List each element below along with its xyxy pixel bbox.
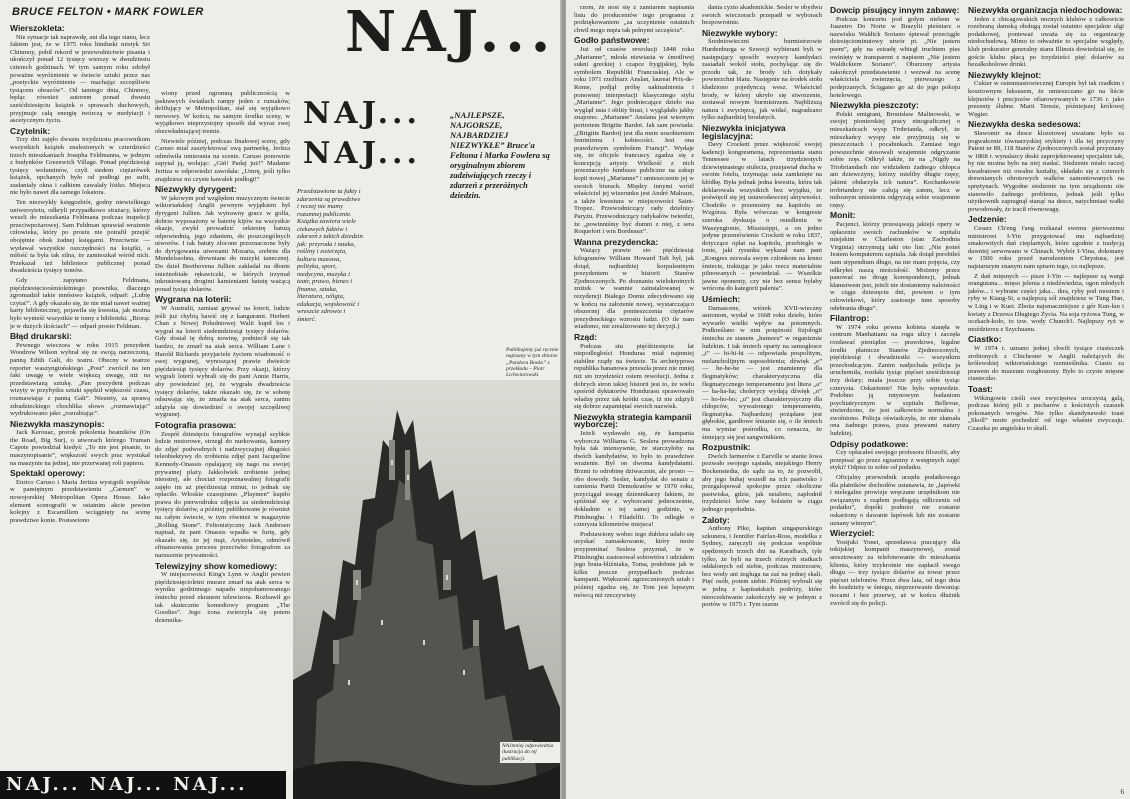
right-column-3 xyxy=(830,4,960,797)
left-column-1 xyxy=(10,22,150,797)
section-text: Podczas stu pięćdziesięciu lat niepodległości Honduras miał najmniej stabilne rządy na świecie. Ta archetypowa republika bananowa przeszła przez nie mniej niż sto trzydzieści osiem rewolucji. Jedna z dobrych stron takiej historii jest to, że wielu spośród dyktatorów Hondurasu sprawowało władzę przez tak krótki czas, iż nie zdążyli się dobrze zapamiętać swoich nazwisk. xyxy=(574,342,694,411)
section-text: Czy opłacałeś swojego profesora filozofii, aby przepisać go przez egzaminy z wstępnych zajęć etyki? Odpisz to sobie od podatku. xyxy=(830,449,960,472)
section-text: wiony przed ogromną publicznością w jaskrawych światłach rampy jeden z rumaków, defilujący w Metropolitan, stał się wyjątkowo nerwowy. W końcu, na samym środku sceny, w wyjątkowo nieprzystojny sposób dał wyraz swej obezwładniającej tremie. xyxy=(155,90,290,135)
authors-line: BRUCE FELTON • MARK FOWLER xyxy=(12,6,204,18)
section-text: Trzy dni zajęło dwustu trzydziestu pracownikom wszystkich książek znalezionych w czterdzieści trzech mieszkaniach Josepha Feldmanna, w jednym z budynków Greenwich Village. Ponad pięćdziesiąt tysięcy woluminów, czyli siedem ciężarówek książek, upchanych było od podłogi po sufit, zasłaniały okna i całkiem zawalały łóżko. Miejsca nie było nawet dla samego lokatora. xyxy=(10,136,150,197)
section-heading: Niezwykła deska sedesowa: xyxy=(968,119,1081,130)
section-heading: Odpisy podatkowe: xyxy=(830,438,909,449)
section-text: Już od czasów rewolucji 1848 roku „Marianne”, młoda niewiasta w ćmotliwej sukni greckiej i czapce frygijskiej, była symbolem Republiki Francuskiej. Ale w roku 1971 rzeźbiarz Anslan, laureat Prix-de-Rome, podjął próbę uaktualnienia i ponownej interpretacji klasycznego stylu „Marianne”. Jego podniecające dzieło ma wygląd usta i oblity biust, i wyglądało jakby znajomo. „Marianne” Anslana jest wiernym portretem Brigitte Bardot. Jak sam powiada: „(Brigitte Bardot) jest dla mnie uosobieniem feminizmu i kobiecości. Jest ona prawdziwym symbolem Francji”. Wydaje się, że oficjele francuscy zgadza się z koncepcją artysty. Wielkość z nich przeznaczyło fundusze publiczne na zakup kopii nowej „Marianne” i umieszczenie jej w swoich biurach. Między innymi wróżl właściciel jej wizerunku jest André Malraux, a także kwestura w miejscowości Saint-Tropez. Przewodniczący rady dzielnicy Paryżu. Przewodniczący radykałów twierdzi, że „powinniśmy być dumni z niej, z sera Roquefort i win Bordeaux”. xyxy=(574,45,694,236)
section-text: Enrico Caruso i Maria Jeritza wystąpili wspólnie w pamiętnym przedstawieniu „Carmen” w nowojorskiej Metropolitan Opera House. Jako element scenografii w ostatnim akcie pewien kolejny z Escamillem wciągnięty na scenę prawdziwe konie. Postawiono xyxy=(10,478,150,524)
castle-illustration xyxy=(293,380,561,799)
section-text: Jeden z chicagowskich nocnych klubów z całkowicie rozebraną damską obsługą został ostatnio specjalnie ulgi podatkowej, ponieważ uważa się za organizację niedochodową. Mimo to odważnie to specjalne względy, klub prokurator generalny stanu Illinois dowiedział się, że goście klubu płacą po trzydzieści pięć dolarów za bezalkoholowe drinki. xyxy=(968,15,1124,69)
section-heading: Niezwykła organizacja niedochodowa: xyxy=(968,5,1123,15)
section-text: Dwóch farmerów z Earville w stanie Iowa pozwało swojego sąsiada, niejakiego Henry Bockenstedta, do sądu za to, że pozwolił, aby jego buhaj wszedł na ich pastwisko i przegalopował spokojne przez okoliczne pastwiska, gdzie, jak ustalono, zapłodnił trzydzieści krów rasy holstein w ciągu jednego popołudnia. xyxy=(702,452,822,513)
section-heading: Jedzenie: xyxy=(968,214,1007,225)
section-text: W Australii, zamiast grywać na loterii, ludzie jeśli już chybią bawić się z kangurami. Herbert Chan z Nowej Południowej Walii kupił los i wygrał na loterii siedemdziesiąt tysięcy dolarów. Gdy dostał tę dobrą nowinę, podniecił się tak bardzo, że zmarł na atak serca. William Lane i Harold Richards przyjaciele życiem wiadomość o swej wygranej, wynoszącej prawie dwieście pięćdziesiąt tysięcy dolarów. Przy okazji, którzy wygrali loterii wybrali się do pani Annie Harris, aby powiedzieć jej, że wygrała dwadzieścia tysięcy dolarów, także okazało się, że w sobotę odsuwając się, że zmarła na atak serca, zanim zdążyła się dowiedzieć o swojej szczęśliwej wygranej. xyxy=(155,305,290,419)
footer-band: NAJ... NAJ... NAJ... xyxy=(0,771,286,799)
section-heading: Rząd: xyxy=(574,331,598,342)
section-heading: Wanna prezydencka: xyxy=(574,236,659,247)
section-heading: Spektakl operowy: xyxy=(10,468,86,479)
section-heading: Niezwykły dyrygent: xyxy=(155,184,237,195)
left-page xyxy=(0,0,562,799)
section-heading: Filantrop: xyxy=(830,313,870,324)
section-heading: Niezwykła maszynopis: xyxy=(10,418,105,429)
section-heading: Dowcip pisujący innym zabawę: xyxy=(830,5,960,15)
sidebar-blurb: Przedstawione tu fakty i zdarzenia są prawdziwe i reczej nie mamy rozumnej publicznie. Książka zawiera wiele ciekawych faktów i zdarzeń z takich dziedzin jak: przyroda i nauka, rośliny i zwierzęta, kultura masowa, polityka, sport, medycyna, muzyka i teatr, prawo, biznes i finanse, sztuka, literatura, religia, edukacja, wojskowość i wreszcie zdrowie i śmierć. xyxy=(297,188,363,323)
section-text: Niewiele później, podczas finałowej sceny, gdy Caruso miał zasztyletować swą partnerkę, Jeritza odmówiła umierania na scenie. Caruso ponownie zapytał ją, wołając: „Giń! Padaj już!” Madame Jeritza w odpowiedzi zawołała: „Umrę, jeśli tylko znajdziesz mi czyste kawałek podłogi!” xyxy=(155,137,290,183)
section-text: dania cyzto akademickie. Sesler w obydwu swoich wieczorach przepadł w wyborach bezpowrotnie. xyxy=(702,4,822,27)
publisher-caption: Publikujemy już ręcznie napisany w tym zbiorze „Pandora Books” z przekładu – Piotr Lichwiarowski. xyxy=(504,346,562,379)
section-text: Zespół dziesięciu fotografów wynajął szybkie łodzie motorowe, strzegł do nurkowania, kamery do zdjęć podwodnych i nadzwyczajnej długości teleobiektywy do zrobienia zdjęć pani Jacqueline Kennedy-Onassis opalającej się nago na swojej prywatnej plaży. Jakkolwiek zrobienie jednej nieostrej, ale chociaż rozpoznawalnej fotografii zajęło im aż pięćdziesiąt minut, to jednak się opłaciło. Włoskie czasopismo „Playmen” kupiło prawa do pierwodruku zdjęcia za siedemdziesiąt tysięcy dolarów, a później publikowane je również na całym świecie, w tym również w magazynie „Rolling Stone”. Feltonistyczny Jack Andersen napisał, że pani Onassis wpadła w furię, gdy okazało się, że jej mąż, Arystoteles, odmówił sfinansowania procesu przeciwko fotografom za naruszenie prywatności. xyxy=(155,430,290,560)
section-heading: Zaloty: xyxy=(702,514,730,525)
section-heading: Rozpustnik: xyxy=(702,442,751,453)
section-text: W 1974 roku pewna kobieta stanęła w centrum Manhattanu na rogu ulicy i zaczęła rozdawać pieniądze — prawdziwe, legalne środki płatnicze Stanów Zjednoczonych, pięćdziesiąt i dwudziestki — wszystkim przechodzącym. Zanim nadjechała policja ja uruchomiła, rozdała tysiąc pięćset sześćdziesiąt trzy dolary; miała jeszcze przy sobie tysiąc czterysta. Oskarżenie! Nie było wprawdzie. Podobno ją rutynowym badaniom psychiatrycznym w szpitalu Bellevue, stwierdzono, że jest całkowicie normalna i zwolniono. Policja oświadczyła, że nie złamała ona żadnego prawa, poza prawami natury ludzkiej. xyxy=(830,323,960,438)
section-text: Średniowieczni burmistrzowie Hurdenburga w Szwecji wybierani byli w następujący sposób: wszyscy kandydaci zasiadali wokół stołu, pochylając się do przodu tak, że brody ich dotykały powierzchni blatu. Następnie na środek stołu kładziono pojedynczą wesz. Właściciel brody, w której ukryło się stworzenie, zostawał nowym burmistrzem. Najbliższą natura i zwycięzcą, jak widać, nagradzano tylko najbardziej brodatych. xyxy=(702,38,822,122)
section-heading: Niezwykła pieszczoty: xyxy=(830,100,919,111)
section-text: Oficjalny przewodnik urzędu podatkowego dla płatników dochodów ustanawia, że „łapówki i nielegalne prowizje wręczane urzędnikom nie związanym z rządem podlegają odliczeniu od podatku”, dopóki podmiot nie zostanie oskarżony o dawanie łapówek lub nie zostanie uznany winnym”. xyxy=(830,474,960,527)
section-heading: Fotografia prasowa: xyxy=(155,419,237,430)
section-heading: Monit: xyxy=(830,210,856,221)
main-title: NAJ... xyxy=(345,0,557,65)
section-text: Polski emigrant, Bronisław Malinowski, w swojej pionierskiej pracy etnograficznej o mieszkańcach wysp Trobrianda, odkrył, że mieszkańcy wyspy nie przyjmują się w pieszczotach i pocałunkach. Zamiast tego powszechnie stosowali wzajemnie odgryzanie sobie rzęs. Odkrył także, że na „Nigdy na Triobriandach nie widziałem żadnego chłopca ani dziewczyny, którzy mieliby długie rzęsy, jakimi obdarzyła ich natura”. Kochankowie trobriandzcy nie całują się zatem, lecz w miłosnym uniesieniu odgryzają sobie wzajemnie rzęsy. xyxy=(830,110,960,209)
section-text: Sławomir na desce klozetowej uważane było za pogwałcenie tównarzyskiej etykiety i dla tej przyczyny Patent nr 89, 118 Stanów Zjednoczonych został przyznany w 1868 r. wynalazcy deski zaprojektowanej specjalnie tak, by nie można było na niej siadać. Siedzenie miało raczej kwadratowe niż owalne kształty, składało się z czterech drewnianych obrotowych walków zamontowanych na sprężynach. Wygodne siedzenie na tym urządzeniu nie stanowiło żadnego problemu, jednak jeśli tylko użytkownik zapragnął stanąć na desce, natychmiast wałki powodowały, że tracił równowagę. xyxy=(968,129,1124,213)
section-text: Jack Kerouac, prorok pokolenia beatników (On the Road, Big Sur), o utworach którego Truman Capote powiedział kiedyś: „To nie jest pisanie, to maszynopisanie”, większość swych prac wystukał na maszynie na jednej, nie przerwanej roli papieru. xyxy=(10,429,150,467)
section-heading: Błąd drukarski: xyxy=(10,331,72,342)
section-text: Podstawiony wobec tego dublera udało się uzyskać zamaskowanie, który może przypominać Seslera przyznał, że w Pittsburghu zastosował sobowtóra i udziałem jego brata-bliźniaka, Toma, podobnie jak w kilku jeszcze przypadkach podczas kampanii. Większość ugrzecznionych sztab i później zgadza się, że Tom jest lepszym mówcą niż rzeczywisty xyxy=(574,530,694,599)
section-heading: Niezwykła inicjatywa legislacyjna: xyxy=(702,122,786,141)
section-text: Z dań mięsnych — pisze I-Yin — najlepsze są wargi orangutana... mięso jelenia z niedźwiedzia, ogon młodych jaków... i wybrane części jaka... ikra, ryby pod mostem i ryby w Kiang-Si, a najlepszą sól znajdziesz w Tung Han, w Ling i w Kuei. Zboża najsmaczniejsze z gór Kun-lun i kwiaty z Drzewa Długiego Życia. Na soja ryżowa Tung, w oczkach-koło, to tzw. wody Chunch'i. Najlepszy ryż w moździerzu z Szychuanu. xyxy=(968,272,1124,333)
section-text: W jakowym pod względem muzycznym świecie wiktoriańskiej Anglii pewnym wyjątkiem był dyrygent Jullien. Jak wytrawny gracz w golfa, dobrze wyposażony w baterię kijów na wszystkie okazje, zwykł prowadzić orkiestrę batutą odpowiednią, jego zdaniem, do poszczególnych utworów. I tak batuty złocone przeznaczone były do dyrygowania utworami Mozarta, srebrne dla Mendelssohna, drewniane do muzyki tanecznej. Do dzieł Beethovena Jullien zakładał na dłonie śnieżnobiałe rękawiczki, w których trzymał inkrustowaną drogimi kamieniami batutę ważącą ponad tysiąc dolarów. xyxy=(155,194,290,293)
section-text: Yosijuki Yonei, sprzedawca pracujący dla tokijskiej kompanii maszynowej, został aresztowany za telefonowanie do mieszkania klienta, który trzykrotnie nie zapłacił swego długu — trzy tysiące dolarów za towar przez pięćset telefonów. Przez dwa lata, od tego dnia do kradzieży w śniegu, nieprzerwanie dzwoniąc nocami i bez przerwy, aż w końcu dłużnik zwrócił się do policji. xyxy=(830,538,960,607)
right-page xyxy=(566,0,1130,799)
section-text: Jeżeli wydawało się, że kampania wyborcza Williama G. Seslera prowadzona była tak intensywnie, że starczyłoby na dwóch kandydatów, to było to prawdziwe wrażenie. Był on dwoma kandydatami. Brzmi to odrobinę dziwacznie, ale prosto — obo dowody. Sesler, kandydat do senatu z ramienia Partii Demokratów w 1970 roku, przyciągał uwagę dziennikarzy faktem, że spóźniał się z wyborcami jednocześnie, dokładnie o tej samej godzinie, w Pittsburghu i Filadelfii. To odległe o czterysta kilometrów miejsca! xyxy=(574,430,694,529)
section-heading: Uśmiech: xyxy=(702,293,741,304)
right-column-1 xyxy=(574,4,694,797)
section-heading: Wierzyciel: xyxy=(830,528,875,539)
section-heading: Wierszokleta: xyxy=(10,23,65,33)
section-text: W miejscowości King's Lynn w Anglii pewien pięćdziesięcioletni murarz zmarł na atak serca w wyniku godzinnego napadu niepohamowanego śmiechu przed ekranem telewizora. Rozbawił go tak skutecznie komediowy program „The Goodies”. Jego żona zwierzyła się potem dziennika- xyxy=(155,571,290,624)
right-column-2 xyxy=(702,4,822,797)
subtitle-line-3: NAJ... xyxy=(303,136,421,171)
section-heading: Niezwykła strategia kampanii wyborczej: xyxy=(574,411,692,430)
section-text: Damascene, wtórek XVII-wieczny astronom, wydał w 1668 roku dzieło, które wywarło wielki wpływ na potomnych. Podkreślano w nim potężność fizjologii śmiechu ze stanem „humoru” w organizmie ludzkim. I tak śmiech oparty na samogłosce „i” — hi-hi-hi — odpowiada pospolitym, melancholijnym usposobieniu; dźwięk „e” — he-he-he — jest znamienny dla flegmatyków; charakterystyczna dla flegmatycznego temperamentu jest litera „a” — ha-ha-ha; cholerycy wydają dźwięk „o” — ho-ho-ho; „u” jest charakterystyczny dla chłopców, wyważonego temperamentu, flegmatyka. Najbardziej pożądane jest głębokie, gardłowe śmianie się, o ile śmiech ma wymiar pośrodku, co oznacza, że śmiejący się jest sangwinikiem. xyxy=(702,304,822,441)
subtitle-line-2: NAJ... xyxy=(303,96,421,131)
section-heading: Wygrana na loterii: xyxy=(155,294,232,305)
left-column-2 xyxy=(155,90,290,797)
section-text: Gdy zapytano Feldmana, pięćdziesięcioośmioletniego prawnika, dlaczego zgromadził takie mnóstwo książek, odparł: „Lubię czytać”. A gdy okazało się, że nie miał nawet ważnej karty bibliotecznej, pojawiła się kwestia, jak można było wynieść wszystkie te tomy z biblioteki. „Biorąc je w dużych ilościach” — odparł prosto Feldman. xyxy=(10,277,150,330)
section-heading: Godło państwowe: xyxy=(574,35,650,46)
section-text: W 1974 r. uznano jednej chwili tysiące ciasteczek zrobionych z Chichester w Anglii należących do królewskiej wiktoriańskiego rzemieślnika. Ciasto za prawem do muzeum rozgłoszony. Było to czyste mięsne ciasteczko. xyxy=(968,344,1124,383)
section-text: Cukier w osiemnastowiecznej Europie był tak rzadkim i kosztownym luksusem, że umieszczano go na liście klejnotów i precjozów ofiarowywanych w 1736 r. jako prezenty ślubne. Marii Teresie, późniejszej królowej Węgier. xyxy=(968,80,1124,118)
section-text: Ważący prawie sto pięćdziesiąt kilogramów William Howard Taft był, jak dotąd, najbardziej korpulentnym prezydentem w historii Stanów Zjednoczonych. Po doznaniu wielokrotnych zniżek w wannie zainstalowanej w rezydencji Białego Domu zdecydowano się w końcu na założenie nowej, wystarczająco obszernej dla pomieszczenia ciężarów prezydenckiego wzrostu ludzi. (O ile nam wiadomo, nie zrealizowano tej decyzji.) xyxy=(574,247,694,331)
section-heading: Niezwykły klejnot: xyxy=(968,69,1042,80)
illustration-caption: NAJmniej odpowiednia ilustracja do tej publikacji. xyxy=(500,742,560,763)
section-heading: Telewizyjny show komediowy: xyxy=(155,560,278,571)
section-heading: Toast: xyxy=(968,383,993,394)
section-heading: Czytelnik: xyxy=(10,125,51,136)
right-column-4 xyxy=(968,4,1124,797)
section-text: Pacjenci, którzy przesiąwają jakiejś opery w opłaceniu swoich rachunków w szpitalu miejskim w Charleston (stan Zachodnia Virginia) otrzymują taki oto list: „Nie jesteś Jestem komputerem szpitala. Jak dotąd porobiłeś nam stypendium długo, na nie mam pojęcia, czy odkryłeś naszą nieścisłość. Możemy przez panować na drogę korespondencji, jednak kłamstwem jest, jeżeli nie dostaniemy należności w ciągu dziesięciu dni, powiem o tym człowiekowi, który zastosuje inne sposoby odebrania długu”. xyxy=(830,221,960,312)
section-text: Davy Crockett przez większość swojej kadencji kongresmena, reprezentanta stanu Tennessee w latach trzydziestych dziewiętnastego stulecia, przejawiał ducha w swoim fotelu, trzymając usta zamknięte na kłódkę. Była jednak jedna kwestia, która tak deklarowała wszystkich bez wyjątku, że poświęcił się jej ustawodawczej aktywności. Chodziło o przenosiny na kapitolu ze Wzgórza. Była wówczas w kongresie szeroka dyskusja o osiedleniu w Waszyngtonie, Mississippi, a on jedno jedyne przemówienie Crockett w roku 1837, dotyczące opłat na kapitolu, przebiegło w tonie, jaki rysunku wykazał nam pani „Kongres zezwala swym członkom na lenno śmiecie, traktując je jako rzecz materialnie pilnowanych – powiedział. — Wszelkie jawne oponenty, czy nie bez sensu byłaby wrócona do kategorii palenia”. xyxy=(702,141,822,293)
section-heading: Ciastko: xyxy=(968,334,1002,345)
section-text: Anthony Pike, kapitan singapurskiego szkunera, i Jennifer Fairfax-Ross, modelka z Sydney, zaręczyli się podczas wspólnie spędzonych trzech dni na Karaibach, tyle tylko, że byli na trzech różnych statkach oddalonych od siebie, podczas mistrzostw, bez wody ani żegluga na zaś na jednej skali. Pięć osób, potem siebie. Później wybrali się w jedną z kapitańskich podróży, które nieoczekiwanie zakończyły się w jednym z portów w 1975 r. Tym razem xyxy=(702,525,822,609)
section-text: Wikingowie cieśli swe zwycięstwa uroczystą galą, podczas której pili z pucharów z kościstych czaszek pokonanych wrogów. Nie tylko skandynawski toast „Skoll” może pochodzić od tego właśnie zwyczaju. Czaszka po angielsku to skull. xyxy=(968,394,1124,432)
page-number: 6 xyxy=(1120,788,1124,796)
section-text: rzom, że nosi się z zamiarem napisania listu do producentów tego programu z podziękowaniem „za uczynienie ostatnich chwil mego męża tak pełnymi szczęścia”. xyxy=(574,4,694,34)
section-heading: Niezwykłe wybory: xyxy=(702,27,778,38)
section-text: Pewnego wieczora w roku 1915 prezydent Woodrow Wilson wybrał się ze swoją narzeczoną, panną Edith Galt, do teatru. Obecny w teatrze reporter waszyngtońskiego „Post” zwrócił na ten fakt uwagę w wiele większą uwagę, niż na przedstawianą sztukę. „Pan prezydent podczas wizyty w przybytku sztuki spędził większość czasu, rozmawiając z panną Galt”. Niestety, za sprawą zdradzieckiego chochlika słowo „rozmawiając” wydrukowano jako „rozrabiając”. xyxy=(10,341,150,418)
section-text: Podczas koncertu pod gołym niebem w Juazeiro Do Norte w Brazylii pieśniarz o nazwisku Waldick Soriano śpiewał przeciągle dziesięciominutowy utwór pt. „Nie jestem psem”, gdy na estradę wbiegł truchtem pies owinięty w transparent z napisem „Nie jestem Waldickiem Soriano”. Oburzony artysta zakończył przedstawienie i wezwał na scenę właściciela zwierzęcia, pierwszego z podejrzanych. Ściągano go aż do jego pokoju hotelowego. xyxy=(830,15,960,99)
section-text: Nie sytuacje tak naprawdę, ani dla tego stanu, lecz faktem jest, że w 1975 roku hinduski mistyk Sri Chinmoy, pobił rekord w przewodnictwie pisania i ukończył ponad 12 tysięcy wierszy w dwudziestu czterech godzinach. W tym samym roku zdobył poważne wyróżnienie w świecie sztuki przez nas „poetyckie wyróżnienie — machając szczęśliwie tysiącem obrazów”. Od tamtego dnia, Chinmoy, będąc również autorem ponad dwustu sześćdziesięciu książek o sprawach duchowych, przyjmuje całą energię twórczą w medytacji i ascetycznym życiu. xyxy=(10,33,150,125)
section-text: Cesarz Ch'eng t'ang rozkazał swemu pierwszemu ministrowi I-Yin przygotować mu najbardziej smakowitych dań cieplarnych, które zgodnie z tradycją dawniej serwowano w Chinach. Wybór I-Yina, dokonany w 1500 roku przed narodzeniem Chrystusa, jest najstarszym znanym nam spisem tego, co najlepsze. xyxy=(968,225,1124,270)
intro-blurb: „NAJLEPSZE, NAJGORSZE, NAJBARDZIEJ NIEZWYKŁE” Bruce'a Feltona i Marka Fowlera są oryginalnym zbiorem zadziwiających rzeczy i zdarzeń z przeróżnych dziedzin. xyxy=(450,110,550,200)
section-text: Ten niezwykły księgozbiór, godny niewielkiego uniwersytetu, odkryli przypadkowo strażacy, którzy weszli do mieszkania Feldmana podczas inspekcji przeciwpożarowej. Sam Feldman sprawiał wrażenie człowieka, który po prostu nie potrafił przejść obojętnie obok żadnej księgarni. Przeciwnie — wydawał wszystkie oszczędności na książki, a miłość ta była tak silna, że zamieszkał wśród nich. Przekazał też bibliotece publicznej ponad dwadzieścia tysięcy tomów. xyxy=(10,199,150,275)
